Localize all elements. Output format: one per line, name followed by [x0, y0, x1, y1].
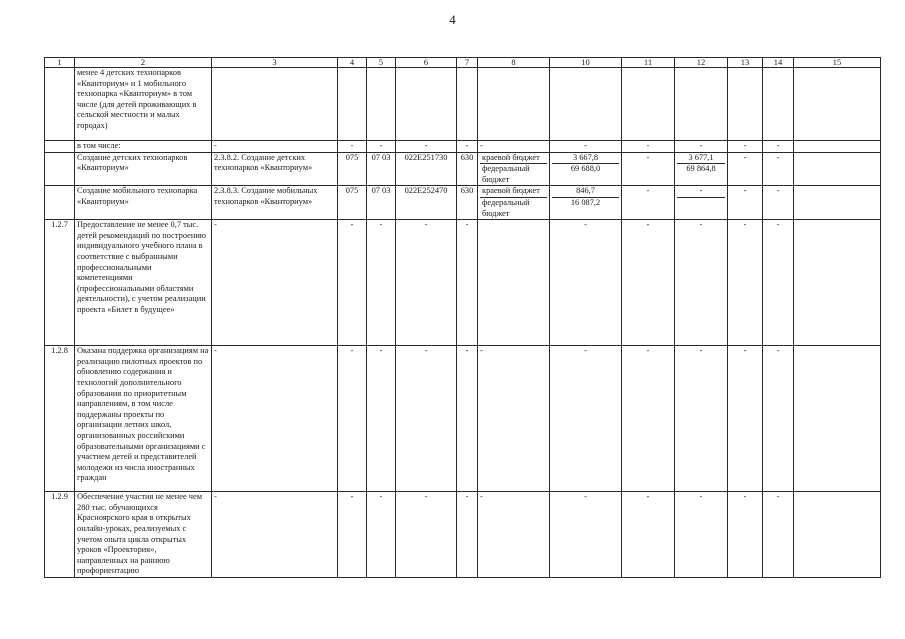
row-value-13: -	[728, 492, 763, 578]
row-funding-source-line: -	[480, 141, 483, 150]
table-row	[45, 220, 881, 346]
row-section-code: 07 03	[367, 186, 396, 220]
table-row	[45, 68, 881, 141]
row-expense-type: -	[457, 346, 478, 492]
row-value-10	[550, 186, 622, 220]
row-value-12	[675, 68, 728, 141]
row-funding-source-line: -	[480, 492, 483, 502]
column-header: 13	[728, 58, 763, 68]
row-funding-source-line: федеральный бюджет	[480, 163, 547, 185]
row-value-12	[675, 220, 728, 346]
row-value-10	[550, 492, 622, 578]
row-value-10-line: -	[584, 141, 587, 150]
row-value-11: -	[622, 492, 675, 578]
row-value-11	[622, 68, 675, 141]
row-expense-type: 630	[457, 186, 478, 220]
row-number	[45, 152, 75, 186]
budget-table	[44, 57, 881, 578]
row-target-code	[396, 68, 457, 141]
page-number: 4	[449, 12, 456, 27]
row-name: менее 4 детских технопарков «Кванториум» и 1 мобильного технопарка «Кванториум» в том числе (для детей проживающих в сельской местности и малых городах)	[75, 68, 212, 141]
row-event: 2.3.8.3. Создание мобильных технопарков «Кванториум»	[212, 186, 338, 220]
row-value-11: -	[622, 186, 675, 220]
row-name: Предоставление не менее 0,7 тыс. детей рекомендаций по построению индивидуального учебного плана в соответствие с выбранными профессиональными компетенциями (профессиональными областями деятельности), с учетом реализации проекта «Билет в будущее»	[75, 220, 212, 346]
row-value-10-line: -	[584, 492, 587, 502]
row-value-12-line: -	[699, 220, 703, 230]
row-name: Создание мобильного технопарка «Кванториум»	[75, 186, 212, 220]
row-value-15	[794, 68, 881, 141]
row-target-code: -	[396, 141, 457, 153]
row-value-12	[675, 346, 728, 492]
column-header: 4	[338, 58, 367, 68]
row-value-10	[550, 220, 622, 346]
row-funding-source-line: краевой бюджет	[482, 152, 540, 162]
row-value-13: -	[728, 152, 763, 186]
row-event: -	[212, 492, 338, 578]
row-number	[45, 186, 75, 220]
row-value-10	[550, 141, 622, 153]
column-header: 1	[45, 58, 75, 68]
column-header: 15	[794, 58, 881, 68]
table-row	[45, 492, 881, 578]
row-section-code: -	[367, 220, 396, 346]
row-expense-type	[457, 68, 478, 141]
table-row	[45, 346, 881, 492]
row-value-15	[794, 346, 881, 492]
table-row	[45, 186, 881, 220]
row-target-code: -	[396, 220, 457, 346]
row-event: -	[212, 346, 338, 492]
row-value-12-line: 69 864,8	[677, 163, 725, 175]
row-value-10-line: 3 667,8	[572, 152, 599, 162]
row-expense-type: -	[457, 141, 478, 153]
row-value-11: -	[622, 346, 675, 492]
row-name: Оказана поддержка организациям на реализацию пилотных проектов по обновлению содержания и технологий дополнительного образования по приоритетным направлениям, в том числе поддержаны проекты по организации летних школ, организованных российскими образовательными организациями с участием детей и представителей молодежи из числа иностранных граждан	[75, 346, 212, 492]
row-value-12	[675, 492, 728, 578]
row-value-12	[675, 141, 728, 153]
column-header: 14	[763, 58, 794, 68]
row-value-15	[794, 141, 881, 153]
row-value-15	[794, 492, 881, 578]
row-value-15	[794, 186, 881, 220]
row-value-15	[794, 152, 881, 186]
row-value-11: -	[622, 220, 675, 346]
row-value-12-line: -	[699, 186, 703, 196]
row-gr-code	[338, 68, 367, 141]
row-gr-code: -	[338, 220, 367, 346]
row-value-14: -	[763, 220, 794, 346]
row-value-10-line: 16 087,2	[552, 197, 619, 209]
row-target-code: -	[396, 492, 457, 578]
row-value-10-line: 69 688,0	[552, 163, 619, 175]
row-funding-source-line: федеральный бюджет	[480, 197, 547, 219]
row-funding-source	[478, 220, 550, 346]
row-section-code	[367, 68, 396, 141]
row-value-13: -	[728, 220, 763, 346]
row-number	[45, 141, 75, 153]
row-funding-source-line: -	[480, 346, 483, 356]
row-value-13	[728, 68, 763, 141]
row-funding-source	[478, 141, 550, 153]
row-value-14	[763, 68, 794, 141]
row-gr-code: 075	[338, 186, 367, 220]
table-row	[45, 152, 881, 186]
row-target-code: 022E251730	[396, 152, 457, 186]
row-value-12-line: -	[699, 492, 703, 502]
row-value-11: -	[622, 152, 675, 186]
row-event	[212, 68, 338, 141]
column-header: 2	[75, 58, 212, 68]
row-gr-code: -	[338, 492, 367, 578]
row-value-14: -	[763, 492, 794, 578]
row-expense-type: -	[457, 492, 478, 578]
column-header: 7	[457, 58, 478, 68]
row-expense-type: 630	[457, 152, 478, 186]
row-target-code: 022E252470	[396, 186, 457, 220]
row-value-11: -	[622, 141, 675, 153]
row-value-12-line: -	[699, 141, 703, 150]
row-event: -	[212, 220, 338, 346]
row-gr-code: 075	[338, 152, 367, 186]
column-header: 3	[212, 58, 338, 68]
row-funding-source	[478, 492, 550, 578]
row-section-code: 07 03	[367, 152, 396, 186]
row-funding-source	[478, 68, 550, 141]
row-section-code: -	[367, 492, 396, 578]
row-value-10-line: -	[584, 346, 587, 356]
row-name: Обеспечение участия не менее чем 280 тыс. обучающихся Красноярского края в открытых онлайн-уроках, реализуемых с учетом опыта цикла открытых уроков «Проектория», направленных на раннюю профориентацию	[75, 492, 212, 578]
row-value-12-line: -	[699, 346, 703, 356]
row-value-12-line	[677, 197, 725, 198]
row-funding-source	[478, 186, 550, 220]
row-value-10	[550, 152, 622, 186]
row-value-14: -	[763, 346, 794, 492]
row-value-10	[550, 68, 622, 141]
row-funding-source-line: краевой бюджет	[482, 186, 540, 196]
table-row	[45, 141, 881, 153]
row-gr-code: -	[338, 346, 367, 492]
row-value-15	[794, 220, 881, 346]
row-value-14: -	[763, 152, 794, 186]
row-section-code: -	[367, 141, 396, 153]
row-value-12	[675, 186, 728, 220]
row-value-13: -	[728, 186, 763, 220]
column-header: 5	[367, 58, 396, 68]
column-header: 6	[396, 58, 457, 68]
row-value-10-line: 846,7	[576, 186, 595, 196]
row-section-code: -	[367, 346, 396, 492]
row-number	[45, 68, 75, 141]
row-funding-source	[478, 346, 550, 492]
row-value-14: -	[763, 186, 794, 220]
row-gr-code: -	[338, 141, 367, 153]
row-number: 1.2.8	[45, 346, 75, 492]
row-name: Создание детских технопарков «Кванториум»	[75, 152, 212, 186]
row-value-10	[550, 346, 622, 492]
row-event: 2.3.8.2. Создание детских технопарков «Кванториум»	[212, 152, 338, 186]
column-header: 12	[675, 58, 728, 68]
row-value-12	[675, 152, 728, 186]
row-value-12-line: 3 677,1	[688, 152, 714, 162]
column-header: 10	[550, 58, 622, 68]
column-header: 11	[622, 58, 675, 68]
row-value-13: -	[728, 346, 763, 492]
table-header-row	[45, 58, 881, 68]
row-expense-type: -	[457, 220, 478, 346]
row-number: 1.2.9	[45, 492, 75, 578]
row-target-code: -	[396, 346, 457, 492]
row-value-14: -	[763, 141, 794, 153]
row-number: 1.2.7	[45, 220, 75, 346]
column-header: 8	[478, 58, 550, 68]
row-value-10-line: -	[584, 220, 587, 230]
row-value-13: -	[728, 141, 763, 153]
row-name: в том числе:	[75, 141, 212, 153]
table-body	[45, 58, 881, 578]
row-funding-source	[478, 152, 550, 186]
row-event: -	[212, 141, 338, 153]
